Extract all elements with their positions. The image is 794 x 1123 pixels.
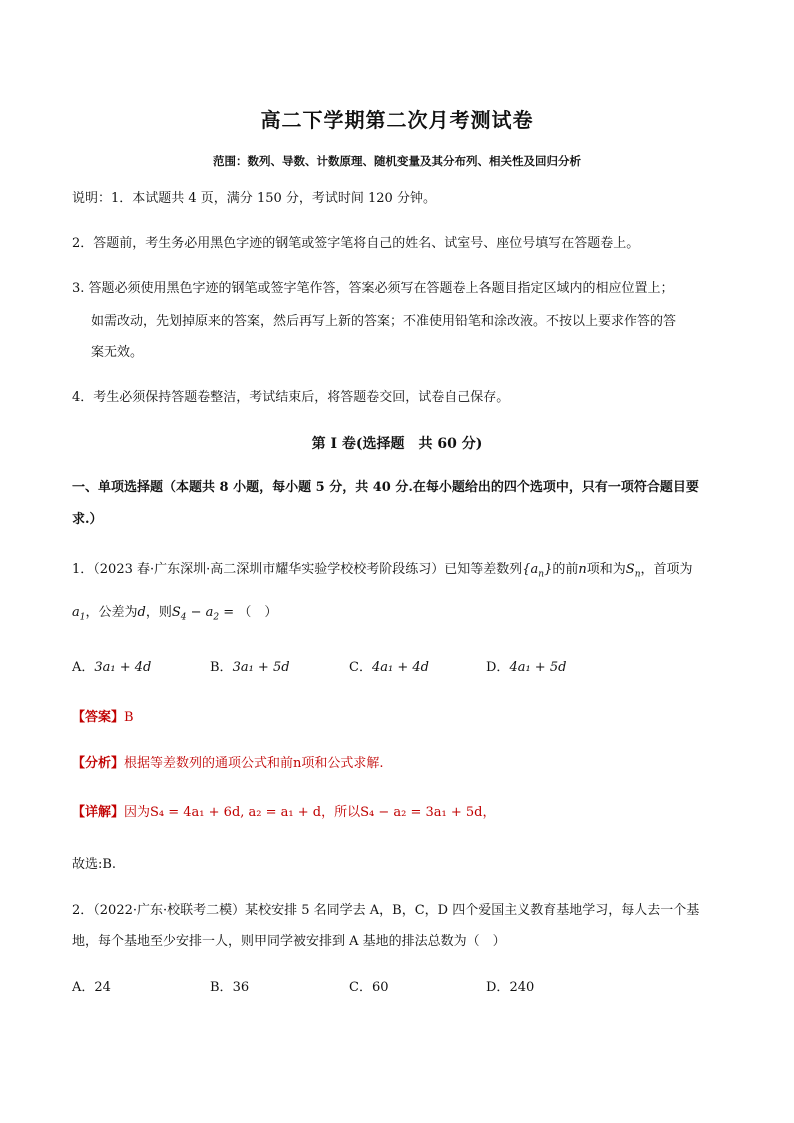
q2-option-c: C．60 xyxy=(349,980,389,995)
question-2-stem-cont: 地，每个基地至少安排一人，则甲同学被安排到 A 基地的排法总数为（ ） xyxy=(72,934,506,949)
q2-option-a: A．24 xyxy=(72,980,111,995)
part-title-cont: 求.） xyxy=(72,512,103,527)
note-1: 说明：1．本试题共 4 页，满分 150 分，考试时间 120 分钟。 xyxy=(72,191,436,206)
note-2: 2．答题前，考生务必用黑色字迹的钢笔或签字笔将自己的姓名、试室号、座位号填写在答题卷上。 xyxy=(72,236,640,251)
question-2-stem: 2．（2022·广东·校联考二模）某校安排 5 名同学去 A，B，C，D 四个爱国主义教育基地学习，每人去一个基 xyxy=(72,903,700,918)
q2-option-b: B．36 xyxy=(210,980,250,995)
q1-option-a: A．3a₁ + 4d xyxy=(72,660,152,675)
note-3-end: 案无效。 xyxy=(91,345,144,360)
question-1-stem-cont: $a_1$，公差为d，则$S_4 - a_2$ = （ ） xyxy=(72,605,278,623)
q1-detail: 【详解】因为S₄ = 4a₁ + 6d, a₂ = a₁ + d，所以S₄ − a₂ = 3a₁ + 5d， xyxy=(72,805,496,820)
note-4: 4．考生必须保持答题卷整洁，考试结束后，将答题卷交回，试卷自己保存。 xyxy=(72,390,510,405)
note-3-cont: 如需改动，先划掉原来的答案，然后再写上新的答案；不准使用铅笔和涂改液。不按以上要求作答的答 xyxy=(91,314,677,329)
exam-scope: 范围：数列、导数、计数原理、随机变量及其分布列、相关性及回归分析 xyxy=(213,154,581,168)
q1-option-c: C．4a₁ + 4d xyxy=(349,660,429,675)
question-1-stem: 1．（2023 春·广东深圳·高二深圳市耀华实验学校校考阶段练习）已知等差数列$\{a_n\}$的前n项和为$S_n$，首项为 xyxy=(72,562,693,580)
q1-conclusion: 故选:B. xyxy=(72,857,117,872)
sum-symbol: $S_n$ xyxy=(625,562,641,580)
section-title: 第 I 卷(选择题 共 60 分) xyxy=(311,436,483,452)
q1-analysis: 【分析】根据等差数列的通项公式和前n项和公式求解. xyxy=(72,756,384,771)
sequence-symbol: $\{a_n\}$ xyxy=(522,562,553,580)
page-title: 高二下学期第二次月考测试卷 xyxy=(260,108,534,132)
note-3: 3. 答题必须使用黑色字迹的钢笔或签字笔作答，答案必须写在答题卷上各题目指定区域内的相应位置上； xyxy=(72,281,674,296)
q1-option-b: B．3a₁ + 5d xyxy=(210,660,290,675)
part-title: 一、单项选择题（本题共 8 小题，每小题 5 分，共 40 分.在每小题给出的四个选项中，只有一项符合题目要 xyxy=(72,480,699,495)
q2-option-d: D．240 xyxy=(486,980,535,995)
q1-option-d: D．4a₁ + 5d xyxy=(486,660,567,675)
q1-answer: 【答案】B xyxy=(72,710,134,725)
